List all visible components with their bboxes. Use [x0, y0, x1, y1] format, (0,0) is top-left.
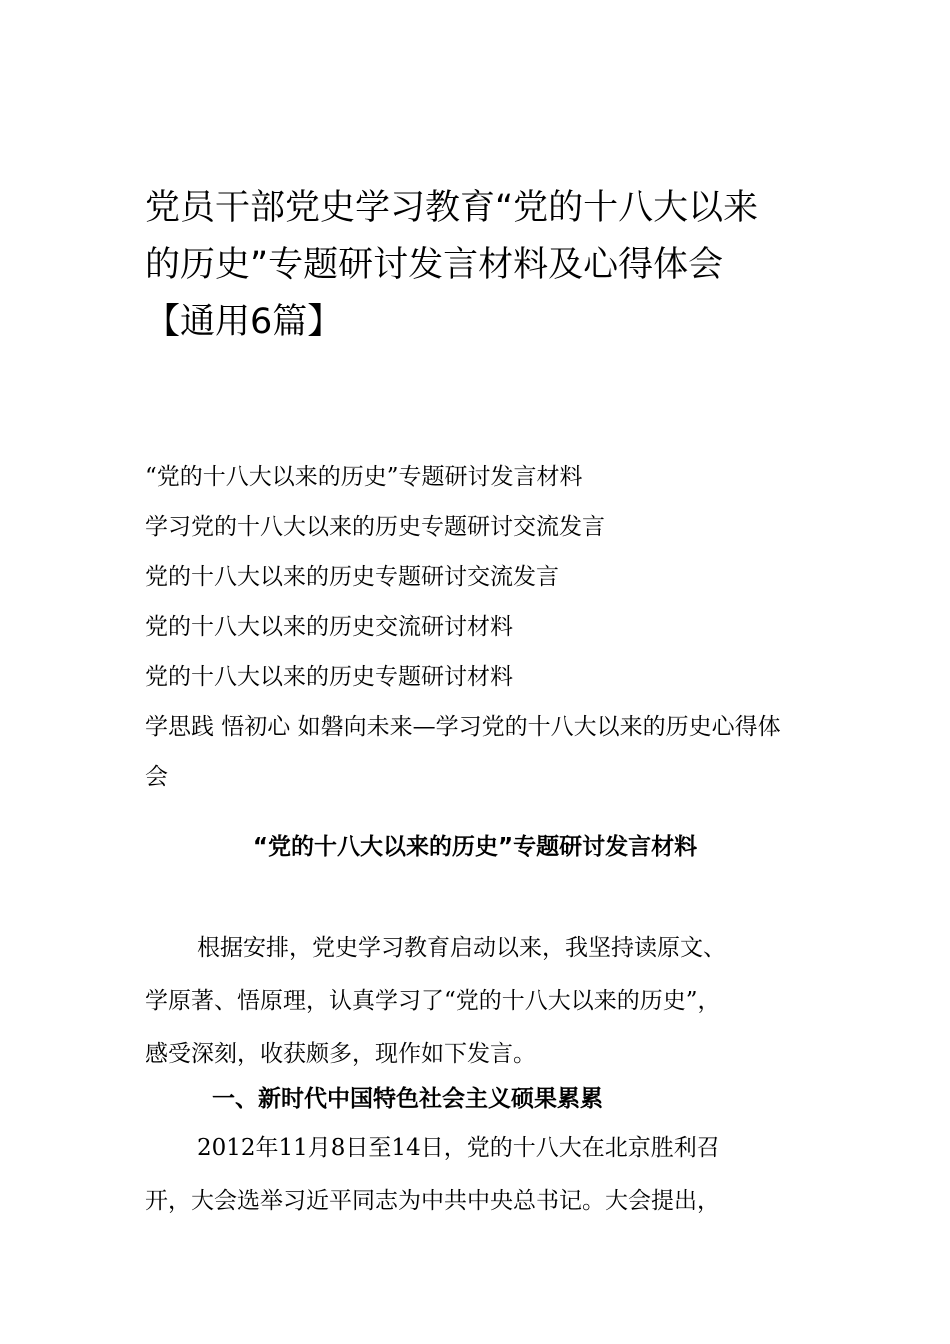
body-paragraph [145, 1122, 805, 1228]
subheading: 一、新时代中国特色社会主义硕果累累 [212, 1086, 603, 1112]
toc-item: 党的十八大以来的历史专题研讨材料 [145, 664, 513, 690]
toc-item: 学习党的十八大以来的历史专题研讨交流发言 [145, 514, 605, 540]
toc-item: 党的十八大以来的历史交流研讨材料 [145, 614, 513, 640]
table-of-contents [145, 452, 825, 802]
title-line-1: 党员干部党史学习教育“党的十八大以来 [145, 188, 759, 228]
paragraph-line: 开，大会选举习近平同志为中共中央总书记。大会提出， [145, 1188, 720, 1214]
title-line-2: 的历史”专题研讨发言材料及心得体会 [145, 245, 724, 285]
intro-paragraph [145, 922, 805, 1081]
toc-item: “党的十八大以来的历史”专题研讨发言材料 [145, 464, 583, 490]
paragraph-line: 根据安排，党史学习教育启动以来，我坚持读原文、 [197, 935, 726, 961]
toc-item: 党的十八大以来的历史专题研讨交流发言 [145, 564, 559, 590]
paragraph-line: 2012年11月8日至14日，党的十八大在北京胜利召 [197, 1135, 720, 1161]
title-line-3: 【通用6篇】 [145, 302, 343, 342]
document-title [145, 180, 805, 351]
paragraph-line: 感受深刻，收获颇多，现作如下发言。 [145, 1041, 536, 1067]
section-title: “党的十八大以来的历史”专题研讨发言材料 [252, 834, 698, 860]
toc-item: 学思践 悟初心 如磐向未来—学习党的十八大以来的历史心得体会 [145, 714, 781, 790]
paragraph-line: 学原著、悟原理，认真学习了“党的十八大以来的历史”， [145, 988, 721, 1014]
